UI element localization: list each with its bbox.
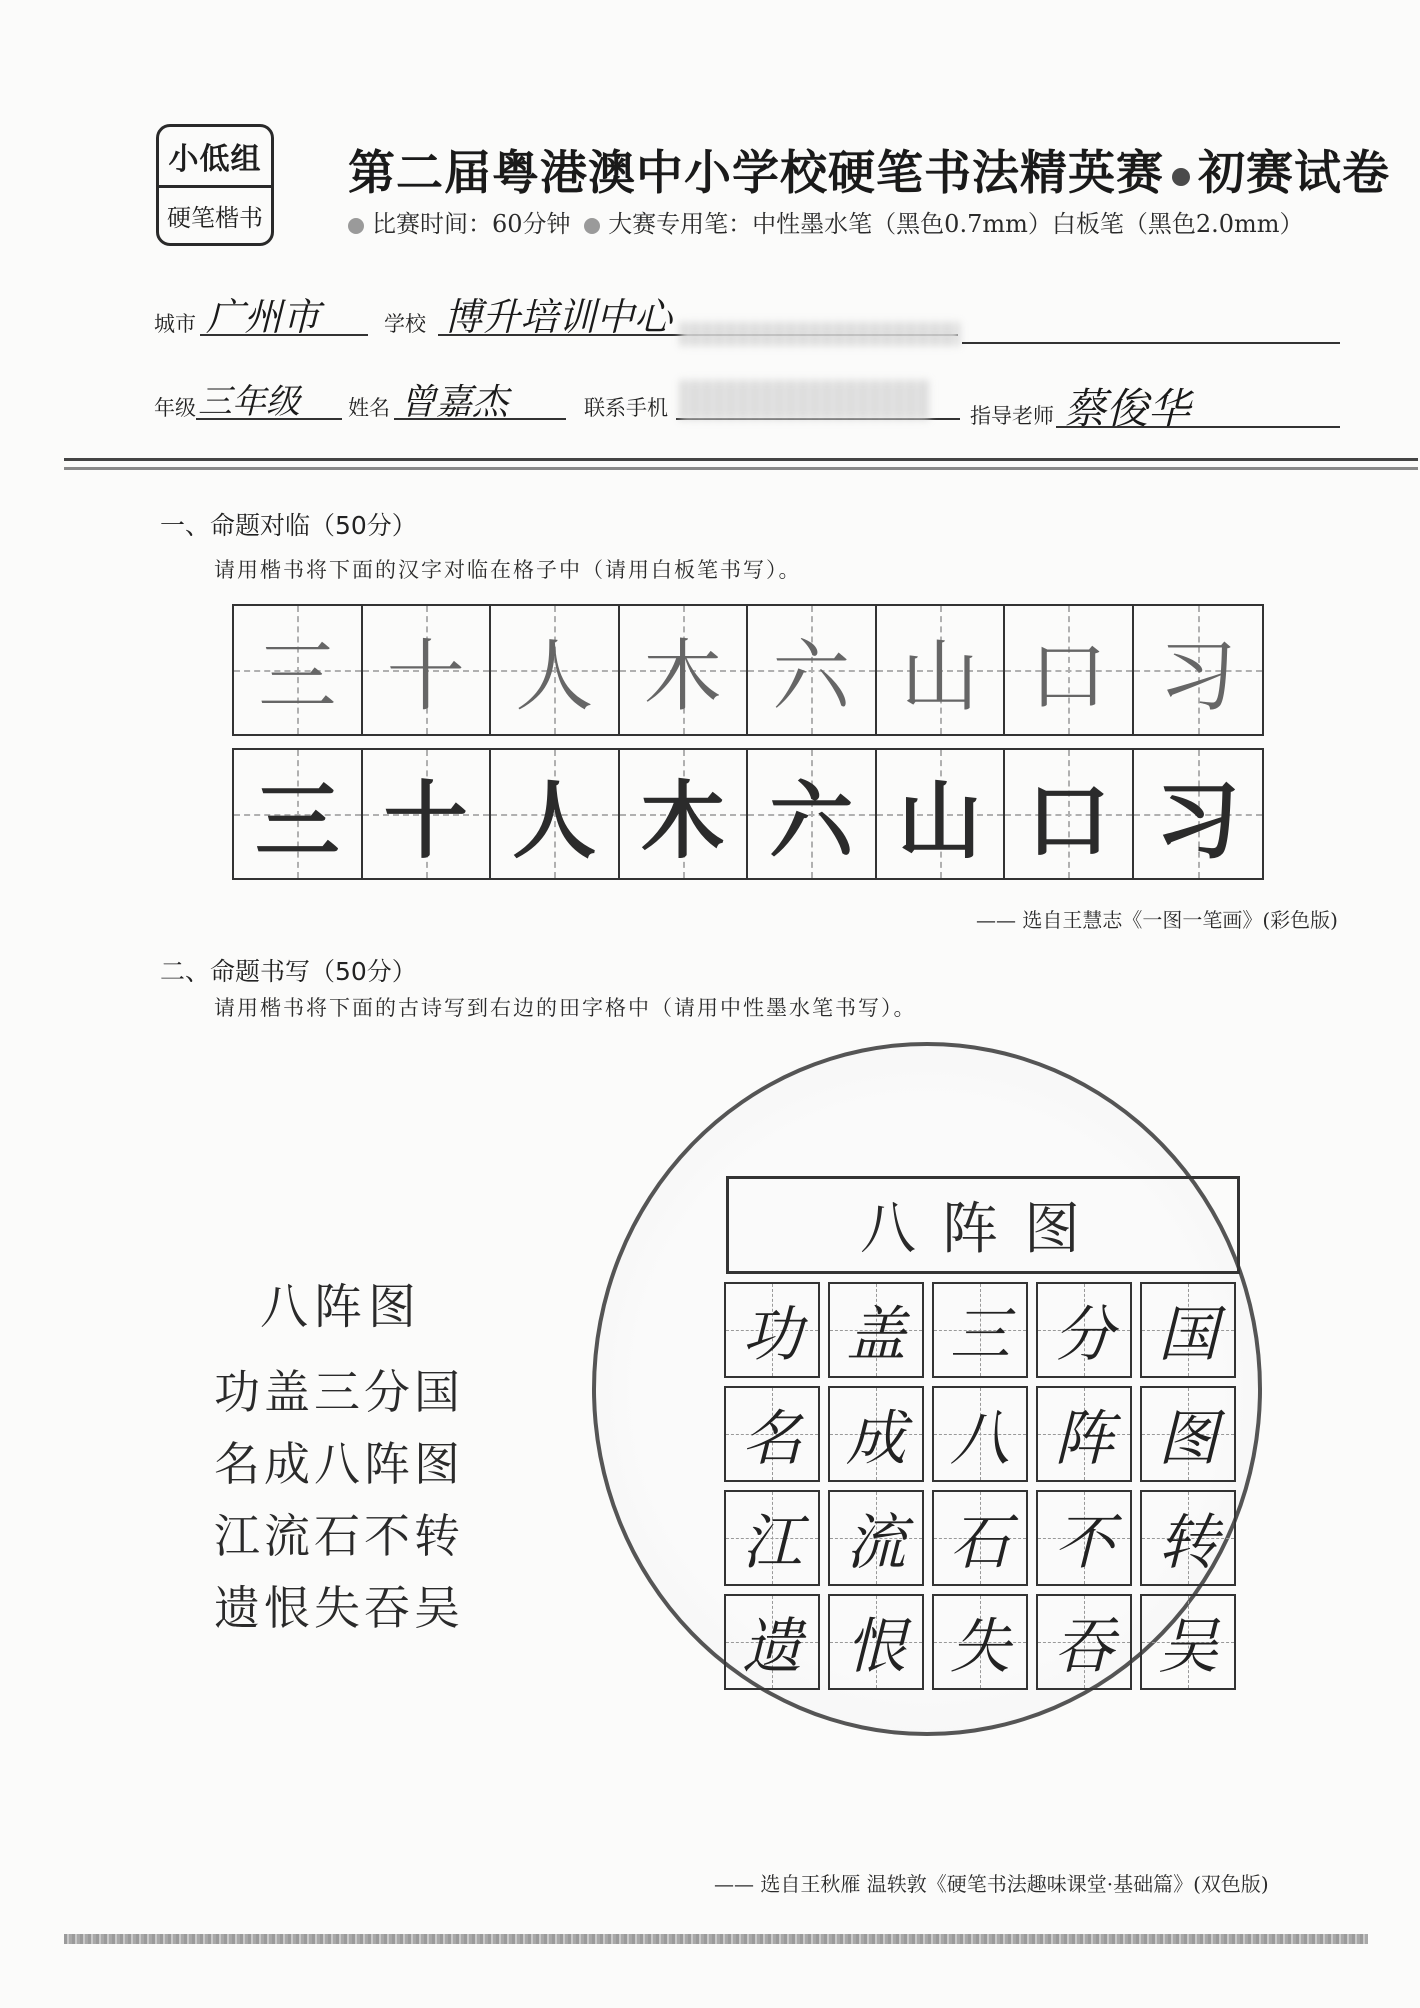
grid-character: 口 [1029,632,1108,722]
tianzige-cell[interactable] [932,1490,1028,1586]
section2-title: 二、命题书写（50分） [160,957,417,986]
title-main: 第二届粤港澳中小学校硬笔书法精英赛 [348,146,1164,201]
grid-character: 习 [1155,771,1240,870]
title-dot-icon [1172,168,1190,186]
grid-character: 十 [383,771,468,870]
written-character: 国 [1158,1300,1218,1370]
tianzige-cell[interactable] [1140,1386,1236,1482]
grid-character: 木 [643,632,722,722]
grid-cell[interactable] [620,606,749,734]
exam-info [348,204,1304,239]
grid-cell [877,750,1006,878]
city-value: 广州市 [206,295,321,339]
grid-cell [1005,750,1134,878]
school-value: 博升培训中心 [444,295,673,339]
grid-cell [1134,750,1263,878]
written-character: 遗 [742,1612,802,1682]
grid-cell [234,750,363,878]
badge-style-label: 硬笔楷书 [167,204,263,232]
grid-cell[interactable] [748,606,877,734]
grid-character: 口 [1026,771,1111,870]
grid-character: 三 [258,632,337,722]
poem-line: 遗恨失吞吴 [214,1581,464,1635]
bullet-icon [348,218,364,234]
teacher-value: 蔡俊华 [1064,384,1191,433]
grid-cell[interactable] [363,606,492,734]
tianzige-cell[interactable] [932,1594,1028,1690]
redacted-phone [680,380,930,420]
bottom-rule [64,1934,1368,1944]
section1-desc: 请用楷书将下面的汉字对临在格子中（请用白板笔书写）。 [214,558,802,582]
section2-desc: 请用楷书将下面的古诗写到右边的田字格中（请用中性墨水笔书写）。 [214,996,917,1020]
grid-cell [363,750,492,878]
written-character: 阵 [1054,1404,1114,1474]
tianzige-cell[interactable] [932,1386,1028,1482]
tianzige-grid[interactable] [724,1280,1244,1704]
model-grid [232,748,1264,880]
separator [64,458,1418,470]
tianzige-cell[interactable] [828,1594,924,1690]
tianzige-cell[interactable] [1140,1490,1236,1586]
written-character: 吴 [1158,1612,1218,1682]
tianzige-cell[interactable] [1036,1386,1132,1482]
poem-line: 名成八阵图 [214,1437,464,1491]
phone-label: 联系手机 [584,396,668,420]
section2-credit: —— 选自王秋雁 温轶敦《硬笔书法趣味课堂·基础篇》(双色版) [714,1872,1269,1896]
tianzige-cell[interactable] [1036,1594,1132,1690]
badge-group-label: 小低组 [159,127,271,188]
written-character: 石 [950,1508,1010,1578]
exam-pen: 大赛专用笔：中性墨水笔（黑色0.7mm）白板笔（黑色2.0mm） [608,210,1304,238]
address-field[interactable] [962,296,1340,344]
poem-line: 功盖三分国 [214,1365,464,1419]
section1-credit: —— 选自王慧志《一图一笔画》(彩色版) [976,908,1338,932]
tianzige-cell[interactable] [828,1490,924,1586]
name-label: 姓名 [348,396,390,420]
grid-character: 木 [640,771,725,870]
poem-line: 江流石不转 [214,1509,464,1563]
written-character: 转 [1158,1508,1218,1578]
grid-cell[interactable] [1134,606,1263,734]
written-character: 恨 [846,1612,906,1682]
written-character: 不 [1054,1508,1114,1578]
grid-character: 三 [255,771,340,870]
tianzige-cell[interactable] [932,1282,1028,1378]
tianzige-cell[interactable] [1036,1282,1132,1378]
exam-time: 比赛时间：60分钟 [372,210,571,238]
poem-title: 八阵图 [260,1279,423,1335]
grid-character: 人 [512,771,597,870]
grid-character: 人 [515,632,594,722]
group-badge [156,124,274,246]
grid-character: 习 [1158,632,1237,722]
grid-cell [748,750,877,878]
city-label: 城市 [154,312,196,336]
grid-character: 六 [769,771,854,870]
tianzige-cell[interactable] [724,1490,820,1586]
teacher-label: 指导老师 [970,404,1054,428]
grid-cell[interactable] [491,606,620,734]
tianzige-cell[interactable] [1140,1594,1236,1690]
page-title [348,136,1390,203]
written-character: 八 [950,1404,1010,1474]
written-character: 江 [742,1508,802,1578]
grid-character: 十 [386,632,465,722]
tianzige-cell[interactable] [724,1594,820,1690]
section1-title: 一、命题对临（50分） [160,511,417,540]
written-character: 三 [950,1300,1010,1370]
written-character: 吞 [1054,1612,1114,1682]
grid-character: 山 [897,771,982,870]
grid-cell [620,750,749,878]
grid-cell[interactable] [234,606,363,734]
tianzige-cell[interactable] [1140,1282,1236,1378]
written-character: 成 [846,1404,906,1474]
written-character: 功 [742,1300,802,1370]
written-character: 失 [950,1612,1010,1682]
tianzige-cell[interactable] [828,1282,924,1378]
grid-cell [491,750,620,878]
tianzige-cell[interactable] [828,1386,924,1482]
title-sub: 初赛试卷 [1198,146,1390,201]
name-value: 曾嘉杰 [400,382,509,423]
tianzige-cell[interactable] [1036,1490,1132,1586]
tianzige-cell[interactable] [724,1386,820,1482]
grid-character: 六 [772,632,851,722]
grade-label: 年级 [154,396,196,420]
written-character: 流 [846,1508,906,1578]
tianzige-cell[interactable] [724,1282,820,1378]
copy-grid[interactable] [232,604,1264,736]
written-character: 盖 [846,1300,906,1370]
redacted-address [680,322,960,346]
grid-cell[interactable] [877,606,1006,734]
written-poem-title: 八阵图 [726,1176,1240,1274]
school-label: 学校 [384,312,426,336]
bullet-icon [584,218,600,234]
written-character: 分 [1054,1300,1114,1370]
grade-value: 三年级 [198,382,300,422]
written-character: 图 [1158,1404,1218,1474]
grid-character: 山 [900,632,979,722]
written-character: 名 [742,1404,802,1474]
grid-cell[interactable] [1005,606,1134,734]
